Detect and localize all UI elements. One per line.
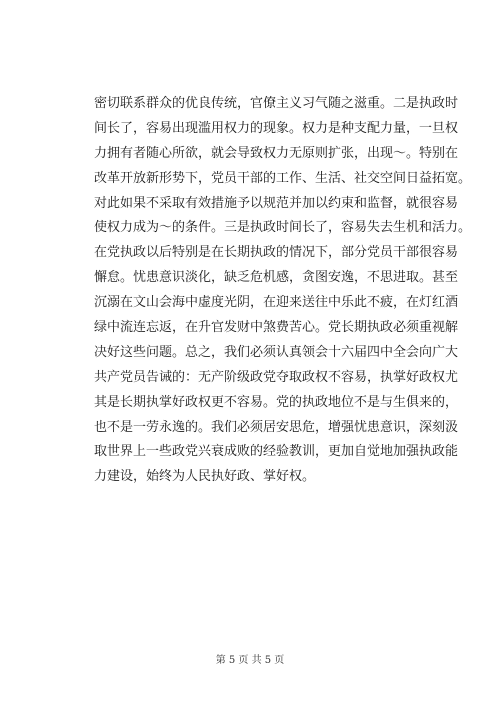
body-paragraph <box>94 92 472 490</box>
text-line: 也不是一劳永逸的。我们必须居安思危，增强忧患意识，深刻汲 <box>94 419 459 435</box>
text-line-last: 力建设，始终为人民执好政、掌好权。 <box>94 469 316 485</box>
page-number-label: 第 5 页 共 5 页 <box>215 655 285 666</box>
text-line: 决好这些问题。总之，我们必须认真领会十六届四中全会向广大 <box>94 344 459 360</box>
text-line: 间长了，容易出现滥用权力的现象。权力是种支配力量，一旦权 <box>94 120 459 136</box>
text-line: 密切联系群众的优良传统，官僚主义习气随之滋重。二是执政时 <box>94 96 459 111</box>
text-line: 力拥有者随心所欲，就会导致权力无原则扩张，出现～。特别在 <box>94 145 459 161</box>
text-line: 在党执政以后特别是在长期执政的情况下，部分党员干部很容易 <box>94 245 459 261</box>
text-line: 懈怠。忧患意识淡化，缺乏危机感，贪图安逸，不思进取。甚至 <box>94 270 459 286</box>
text-line: 改革开放新形势下，党员干部的工作、生活、社交空间日益拓宽。 <box>94 170 472 186</box>
text-line: 对此如果不采取有效措施予以规范并加以约束和监督，就很容易 <box>94 195 459 211</box>
text-line: 共产党员告诫的：无产阶级政党夺取政权不容易，执掌好政权尤 <box>94 369 459 385</box>
text-line: 沉溺在文山会海中虚度光阴，在迎来送往中乐此不疲，在灯红酒 <box>94 295 459 311</box>
text-line: 使权力成为～的条件。三是执政时间长了，容易失去生机和活力。 <box>94 220 472 236</box>
text-line: 绿中流连忘返，在升官发财中煞费苦心。党长期执政必须重视解 <box>94 320 459 336</box>
text-line: 取世界上一些政党兴衰成败的经验教训，更加自觉地加强执政能 <box>94 444 459 460</box>
text-line: 其是长期执掌好政权更不容易。党的执政地位不是与生俱来的， <box>94 394 459 410</box>
page-footer <box>0 654 500 668</box>
